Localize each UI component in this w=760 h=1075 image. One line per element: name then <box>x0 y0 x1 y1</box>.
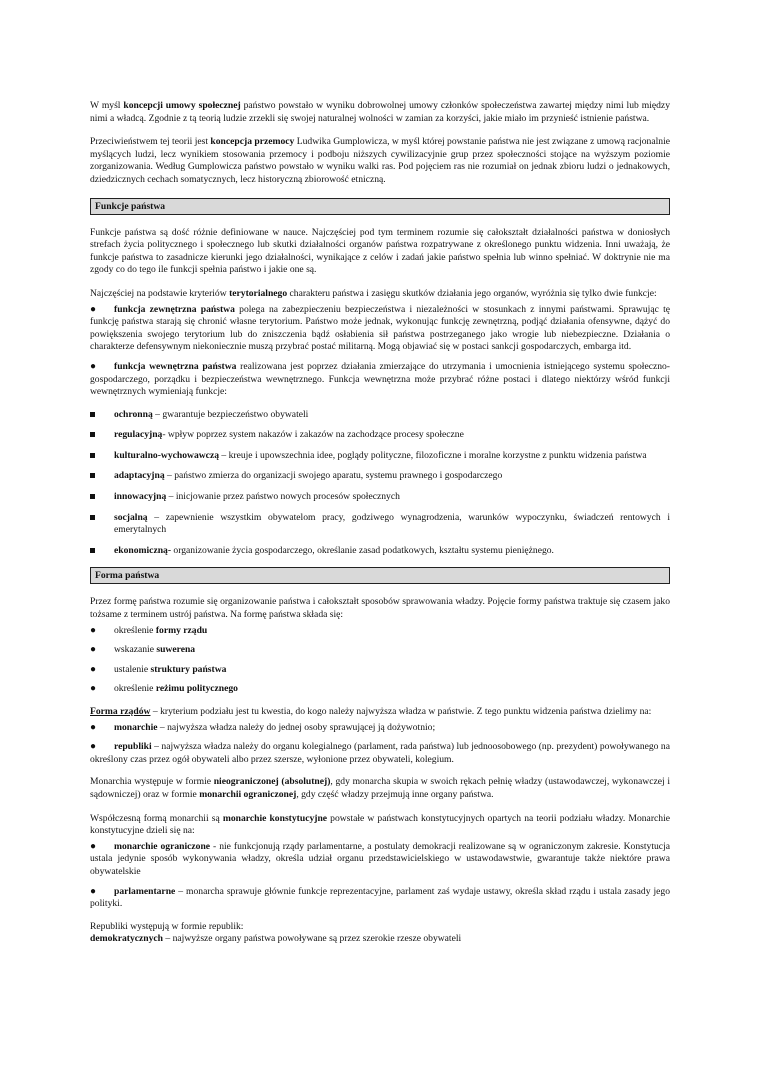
paragraph-form-intro: Przez formę państwa rozumie się organizowanie państwa i całokształt sposobów sprawowania władzy. Pojęcie formy państwa traktuje się czasem jako tożsame z terminem ustrój państwa. Na formę państwa składa się: <box>90 596 670 621</box>
bullet-icon: ● <box>90 840 97 852</box>
square-bullet-icon <box>90 548 95 553</box>
square-bullet-icon <box>90 432 95 437</box>
list-internal-subfunctions <box>90 409 670 558</box>
list-item-subfunction: ochronną – gwarantuje bezpieczeństwo obywateli <box>90 409 670 422</box>
list-item-monarchies: ● monarchie – najwyższa władza należy do jednej osoby sprawującej ją dożywotnio; <box>90 721 436 733</box>
bullet-icon: ● <box>90 360 97 372</box>
paragraph-social-contract: W myśl koncepcji umowy społecznej państwo powstało w wyniku dobrowolnej umowy członków społeczeństwa zawartej między nimi lub między nimi a władcą. Zgodnie z tą teorią ludzie zrzekli się swojej naturalnej wolności w zamian za korzyści, jakie miało im przynieść istnienie państwa. <box>90 100 670 124</box>
square-bullet-icon <box>90 473 95 478</box>
term-social-contract: koncepcji umowy społecznej <box>123 100 241 111</box>
bullet-icon: ● <box>90 885 97 897</box>
list-form-elements <box>90 625 670 696</box>
list-constitutional-types <box>90 841 670 911</box>
bullet-icon: ● <box>90 741 97 753</box>
list-item-subfunction: innowacyjną – inicjowanie przez państwo nowych procesów społecznych <box>90 491 670 504</box>
list-item-internal-function: ● funkcja wewnętrzna państwa realizowana jest poprzez działania zmierzające do utrzymania i umocnienia istniejącego systemu społeczno-gospodarczego, porządku i bezpieczeństwa wewnętrznego. Funkcja wewnętrzna może przybrać różne postaci i dlatego niektórzy wśród funkcji wewnętrznych wymieniają funkcje: <box>90 360 671 398</box>
square-bullet-icon <box>90 494 95 499</box>
square-bullet-icon <box>90 515 95 520</box>
list-item-subfunction: socjalną – zapewnienie wszystkim obywatelom pracy, godziwego wynagrodzenia, warunków wypoczynku, świadczeń rentowych i emerytalnych <box>90 512 670 537</box>
list-item-external-function: ● funkcja zewnętrzna państwa polega na zabezpieczeniu bezpieczeństwa i niezależności w stosunkach z innymi państwami. Sprawując tę funkcję państwa starają się chronić własne terytorium. Państwo może jednak, wykonując funkcję zewnętrzną, podjąć działania ofensywne, dążyć do powiększenia swojego terytorium lub do zniszczenia bądź osłabienia sił państwa postrzeganego jako wrogie lub niebezpieczne. Działania o charakterze defensywnym niekoniecznie muszą przybrać postać militarną. Mogą objawiać się w postaci sankcji gospodarczych, embarga itd. <box>90 303 670 353</box>
paragraph-democratic-republics: demokratycznych – najwyższe organy państwa powoływane są przez szerokie rzesze obywateli <box>90 933 462 945</box>
term-government-form: Forma rządów <box>90 706 151 717</box>
bullet-icon: ● <box>90 624 97 636</box>
list-item-form-element: ● ustalenie struktury państwa <box>90 663 227 675</box>
list-item-limited-monarchies: ● monarchie ograniczone - nie funkcjonują rządy parlamentarne, a postulaty demokracji realizowane są w ograniczonym zakresie. Konstytucja ustala jedynie sposób wykonywania władzy, określa udział organu przedstawicielskiego w ustawodawstwie, gwarantuje także niektóre prawa obywatelskie <box>90 840 670 877</box>
bullet-icon: ● <box>90 303 97 315</box>
bullet-icon: ● <box>90 644 97 656</box>
bullet-icon: ● <box>90 663 97 675</box>
paragraph-functions-intro: Funkcje państwa są dość różnie definiowane w nauce. Najczęściej pod tym terminem rozumie się całokształt działalności państwa w doniosłych strefach życia politycznego i społecznego lub skutki działalności organów państwa rozpatrywane z określonego punktu widzenia. Inni uważają, że funkcje państwa to zasadnicze kierunki jego działalności, wynikające z celów i zadań jakie państwo spełnia lub winno spełniać. W doktrynie nie ma zgody co do tego ile funkcji spełnia państwo i jakie one są. <box>90 226 670 276</box>
bullet-icon: ● <box>90 721 97 733</box>
square-bullet-icon <box>90 412 95 417</box>
list-item-form-element: ● określenie formy rządu <box>90 624 208 636</box>
list-item-subfunction: ekonomiczną- organizowanie życia gospodarczego, określanie zasad podatkowych, kształtu systemu pieniężnego. <box>90 545 670 558</box>
paragraph-violence-concept: Przeciwieństwem tej teorii jest koncepcja przemocy Ludwika Gumplowicza, w myśl której powstanie państwa nie jest związane z umową racjonalnie myślących ludzi, lecz wynikiem stosowania przemocy i podboju niższych cywilizacyjnie grup przez społeczności stojące na wyższym poziomie zorganizowania. Według Gumplowicza państwo powstało w wyniku walki ras. Pod pojęciem ras nie rozumiał on jednak zbioru ludzi o jednakowych, dziedzicznych cechach somatycznych, lecz historyczną zbiorowość etniczną. <box>90 136 670 185</box>
paragraph-functions-criteria: Najczęściej na podstawie kryteriów terytorialnego charakteru państwa i zasięgu skutków działania jego organów, wyróżnia się tylko dwie funkcje: <box>90 287 657 299</box>
section-header-functions: Funkcje państwa <box>90 198 670 215</box>
paragraph-republics-intro: Republiki występują w formie republik: <box>90 920 244 932</box>
list-item-form-element: ● wskazanie suwerena <box>90 644 196 656</box>
list-item-form-element: ● określenie reżimu politycznego <box>90 683 238 695</box>
term-violence-concept: koncepcja przemocy <box>210 136 295 148</box>
list-item-subfunction: regulacyjną- wpływ poprzez system nakazów i zakazów na zachodzące procesy społeczne <box>90 429 670 442</box>
square-bullet-icon <box>90 453 95 458</box>
paragraph-constitutional-monarchies: Współczesną formą monarchii są monarchie konstytucyjne powstałe w państwach konstytucyjnych opartych na teorii podziału władzy. Monarchie konstytucyjne dzieli się na: <box>90 812 670 837</box>
list-main-functions <box>90 304 670 399</box>
paragraph-monarchy-forms: Monarchia występuje w formie nieograniczonej (absolutnej), gdy monarcha skupia w swoich rękach pełnię władzy (ustawodawczej, wykonawczej i sądowniczej) oraz w formie monarchii ograniczonej, gdy część władzy przejmują inne organy państwa. <box>90 776 670 800</box>
list-item-subfunction: adaptacyjną – państwo zmierza do organizacji swojego aparatu, systemu prawnego i gospodarczego <box>90 470 670 483</box>
list-item-parliamentary: ● parlamentarne – monarcha sprawuje głównie funkcje reprezentacyjne, parlament zaś wydaje ustawy, określa skład rządu i ustala zasady jego polityki. <box>90 885 670 910</box>
list-government-types <box>90 722 670 767</box>
section-header-form: Forma państwa <box>90 567 670 584</box>
list-item-subfunction: kulturalno-wychowawczą – kreuje i upowszechnia idee, poglądy polityczne, filozoficzne i moralne korzystne z punktu widzenia państwa <box>90 450 670 463</box>
bullet-icon: ● <box>90 683 97 695</box>
paragraph-government-form: Forma rządów – kryterium podziału jest tu kwestia, do kogo należy najwyższa władza w państwie. Z tego punktu widzenia państwa dzielimy na: <box>90 706 652 717</box>
list-item-republics: ● republiki – najwyższa władza należy do organu kolegialnego (parlament, rada państwa) lub jednoosobowego (np. prezydent) powoływanego na określony czas przez ogół obywateli albo przez szersze, wyłonione przez obywateli, kolegium. <box>90 741 670 765</box>
